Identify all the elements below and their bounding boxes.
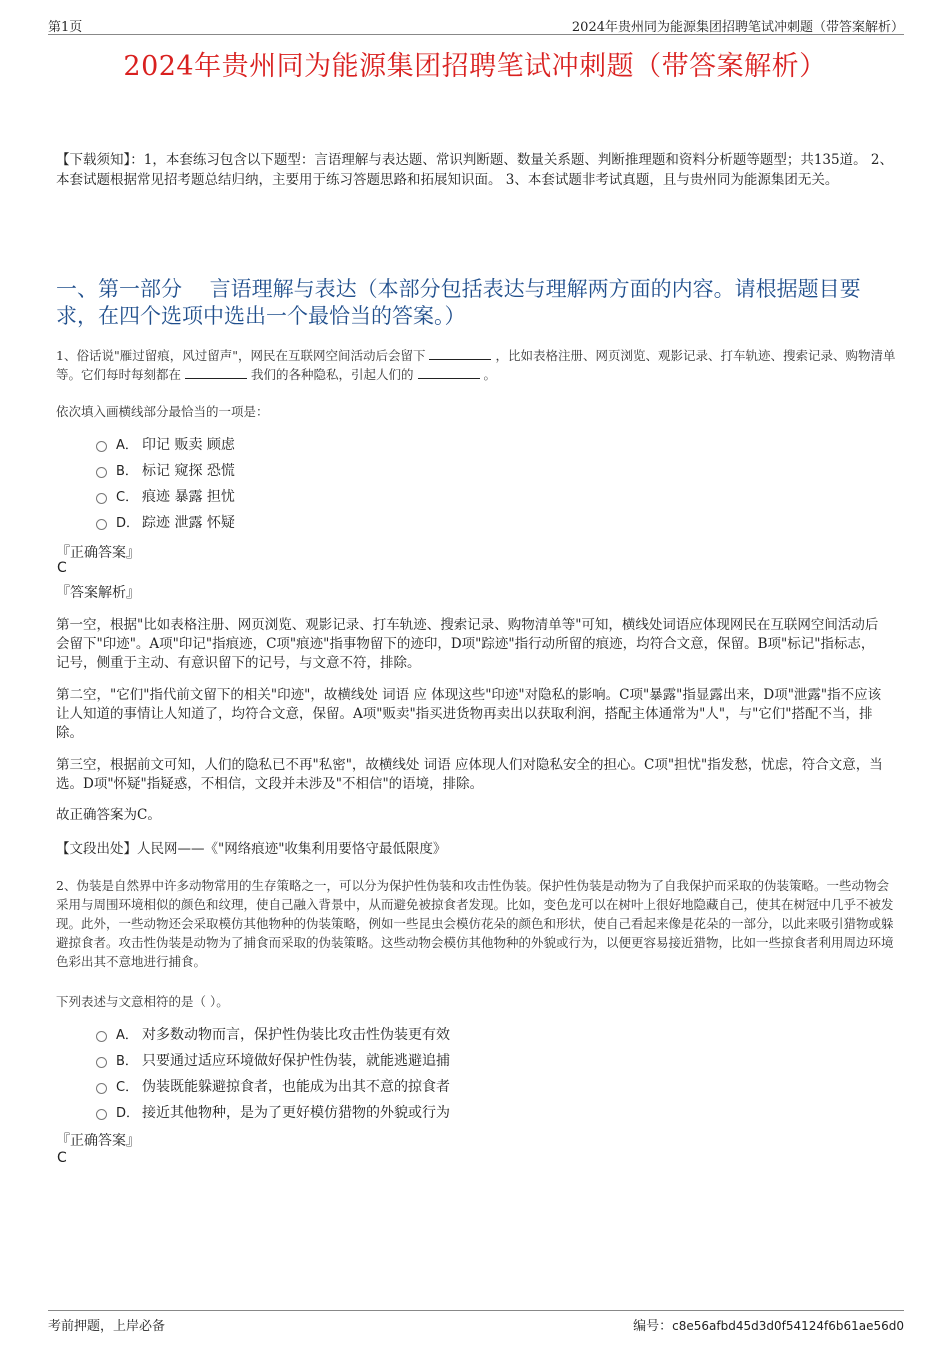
radio-icon[interactable] [96,519,107,530]
radio-icon[interactable] [96,1057,107,1068]
option-text: 踪迹 泄露 怀疑 [142,515,235,531]
option-text: 对多数动物而言，保护性伪装比攻击性伪装更有效 [142,1027,450,1043]
q1-stem-part: 我们的各种隐私，引起人们的 [251,367,414,382]
question-1-options [96,432,235,536]
option-key: C． [116,1080,139,1095]
correct-answer-label: 『正确答案』 [56,1133,140,1149]
option-key: A． [116,438,138,453]
section-heading: 一、第一部分 言语理解与表达（本部分包括表达与理解两方面的内容。请根据题目要求，在四个选项中选出一个最恰当的答案。） [56,277,861,328]
footer-slogan: 考前押题，上岸必备 [48,1319,166,1334]
text-source: 【文段出处】人民网——《"网络痕迹"收集利用要恪守最低限度》 [56,841,447,857]
footer-code [633,1315,904,1334]
option-c[interactable] [96,484,235,510]
page-number: 第1页 [48,20,83,35]
q1-stem-part: 1、俗话说"雁过留痕，风过留声"，网民在互联网空间活动后会留下 [56,348,426,363]
option-d[interactable] [96,1100,450,1126]
analysis-conclusion: 故正确答案为C。 [56,807,161,823]
q1-stem-part: ，比如表格注册、网页浏览、观影记录、打车轨迹、搜索记录、购物清单等。它们每时每刻都在 [56,348,896,382]
option-text: 伪装既能躲避掠食者，也能成为出其不意的掠食者 [142,1079,450,1095]
option-text: 接近其他物种，是为了更好模仿猎物的外貌或行为 [142,1105,450,1121]
option-b[interactable] [96,1048,450,1074]
option-key: C． [116,490,139,505]
page-footer [48,1310,904,1333]
radio-icon[interactable] [96,1031,107,1042]
download-notice: 【下载须知】：1，本套练习包含以下题型：言语理解与表达题、常识判断题、数量关系题、判断推理题和资料分析题等题型；共135道。 2、本套试题根据常见招考题总结归纳，主要用于练习答题思路和拓展知识面。 3、本套试题非考试真题，且与贵州同为能源集团无关。 [56,152,893,188]
radio-icon[interactable] [96,1083,107,1094]
code-value: c8e56afbd45d3d0f54124f6b61ae56d0 [672,1319,904,1333]
option-key: D． [116,516,140,531]
option-d[interactable] [96,510,235,536]
option-a[interactable] [96,1022,450,1048]
header-doc-title: 2024年贵州同为能源集团招聘笔试冲刺题（带答案解析） [571,20,904,35]
question-1-stem [56,346,901,384]
option-key: B． [116,464,138,479]
option-c[interactable] [96,1074,450,1100]
analysis-paragraph-3: 第三空，根据前文可知，人们的隐私已不再"私密"，故横线处 词语 应体现人们对隐私安全的担心。C项"担忧"指发愁，忧虑，符合文意，当选。D项"怀疑"指疑惑，不相信，文段并未涉及"不相信"的语境，排除。 [56,757,883,792]
option-a[interactable] [96,432,235,458]
question-2-options [96,1022,450,1126]
page-header [48,14,904,35]
radio-icon[interactable] [96,441,107,452]
question-2-prompt: 下列表述与文意相符的是（ ）。 [56,994,229,1009]
option-text: 标记 窥探 恐慌 [142,463,235,479]
option-key: A． [116,1028,138,1043]
correct-answer: C [57,560,67,576]
fill-blank [418,366,480,379]
analysis-paragraph-1: 第一空，根据"比如表格注册、网页浏览、观影记录、打车轨迹、搜索记录、购物清单等"可知，横线处词语应体现网民在互联网空间活动后会留下"印迹"。A项"印记"指痕迹，C项"痕迹"指事物留下的迹印，D项"踪迹"指行动所留的痕迹，均符合文意，保留。B项"标记"指标志，记号，侧重于主动、有意识留下的记号，与文意不符，排除。 [56,617,879,671]
option-key: B． [116,1054,138,1069]
option-text: 印记 贩卖 顾虑 [142,437,235,453]
q1-stem-part: 。 [483,367,497,382]
question-2-stem: 2、伪装是自然界中许多动物常用的生存策略之一，可以分为保护性伪装和攻击性伪装。保护性伪装是动物为了自我保护而采取的伪装策略。一些动物会采用与周围环境相似的颜色和纹理，使自己融入背景中，从而避免被掠食者发现。比如，变色龙可以在树叶上很好地隐藏自己，使其在树冠中几乎不被发现。此外，一些动物还会采取模仿其他物种的伪装策略，例如一些昆虫会模仿花朵的颜色和形状，使自己看起来像是花朵的一部分，以此来吸引猎物或躲避掠食者。攻击性伪装是动物为了捕食而采取的伪装策略。这些动物会模仿其他物种的外貌或行为，以便更容易接近猎物，比如一些掠食者利用周边环境色彩出其不意地进行捕食。 [56,878,894,969]
radio-icon[interactable] [96,493,107,504]
fill-blank [185,366,247,379]
correct-answer: C [57,1150,67,1166]
question-1-prompt: 依次填入画横线部分最恰当的一项是： [56,404,269,419]
option-text: 痕迹 暴露 担忧 [142,489,235,505]
option-b[interactable] [96,458,235,484]
code-label: 编号： [633,1319,673,1334]
document-title: 2024年贵州同为能源集团招聘笔试冲刺题（带答案解析） [123,51,827,82]
correct-answer-label: 『正确答案』 [56,545,140,561]
analysis-paragraph-2: 第二空，"它们"指代前文留下的相关"印迹"，故横线处 词语 应 体现这些"印迹"对隐私的影响。C项"暴露"指显露出来，D项"泄露"指不应该让人知道的事情让人知道了，均符合文意，保留。A项"贩卖"指买进货物再卖出以获取利润，搭配主体通常为"人"，与"它们"搭配不当，排除。 [56,687,882,741]
analysis-label: 『答案解析』 [56,585,140,601]
fill-blank [429,347,491,360]
option-key: D． [116,1106,140,1121]
radio-icon[interactable] [96,1109,107,1120]
radio-icon[interactable] [96,467,107,478]
option-text: 只要通过适应环境做好保护性伪装，就能逃避追捕 [142,1053,450,1069]
